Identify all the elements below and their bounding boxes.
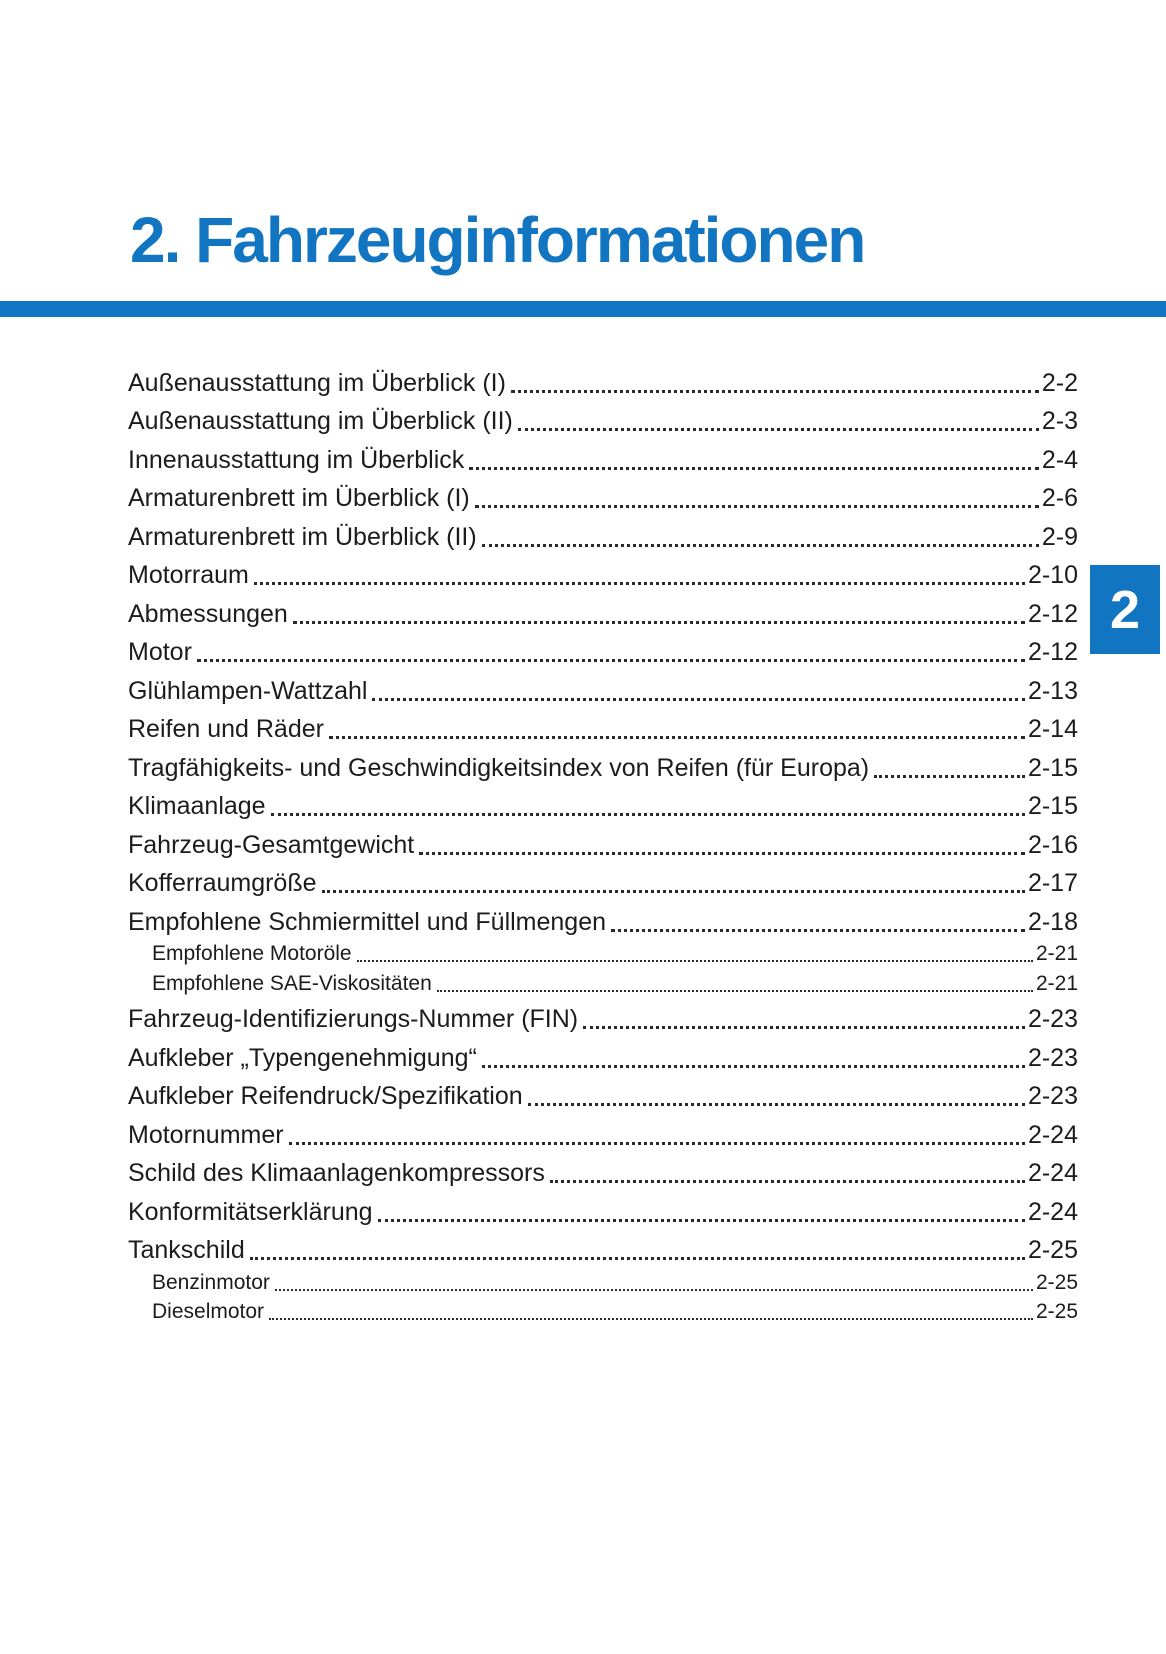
toc-entry[interactable] (128, 402, 1078, 441)
toc-entry-label: Kofferraumgröße (128, 869, 317, 897)
leader-dots (275, 1289, 1033, 1291)
toc-entry[interactable] (128, 1299, 1078, 1329)
leader-dots (372, 698, 1025, 701)
chapter-tab-number: 2 (1109, 579, 1141, 640)
toc-entry-page: 2-24 (1027, 1120, 1078, 1149)
toc-entry[interactable] (128, 1077, 1078, 1116)
toc-entry[interactable] (128, 517, 1078, 556)
leader-dots (518, 428, 1039, 431)
toc-entry-page: 2-23 (1027, 1043, 1078, 1072)
toc-entry-page: 2-15 (1027, 792, 1078, 820)
leader-dots (254, 582, 1025, 585)
leader-dots (293, 621, 1025, 624)
toc-entry-page: 2-24 (1027, 1197, 1078, 1226)
leader-dots (322, 890, 1025, 893)
toc-entry[interactable] (128, 825, 1078, 864)
toc-entry-page: 2-3 (1041, 407, 1078, 435)
toc-entry[interactable] (128, 1115, 1078, 1154)
toc-entry[interactable] (128, 1192, 1078, 1231)
leader-dots (269, 1318, 1033, 1320)
leader-dots (378, 1219, 1025, 1222)
leader-dots (583, 1026, 1025, 1029)
toc-entry-label: Glühlampen-Wattzahl (128, 676, 368, 705)
toc-entry-page: 2-4 (1041, 445, 1078, 474)
toc-entry-label: Armaturenbrett im Überblick (I) (128, 484, 470, 512)
leader-dots (250, 1257, 1025, 1260)
toc-entry[interactable] (128, 710, 1078, 749)
leader-dots (528, 1103, 1025, 1106)
toc-entry-page: 2-17 (1027, 869, 1078, 897)
toc-entry-page: 2-13 (1027, 676, 1078, 705)
table-of-contents (128, 363, 1078, 1328)
leader-dots (357, 960, 1033, 962)
toc-entry-page: 2-6 (1041, 484, 1078, 512)
toc-entry-label: Armaturenbrett im Überblick (II) (128, 522, 477, 551)
toc-entry[interactable] (128, 1000, 1078, 1039)
toc-entry[interactable] (128, 1269, 1078, 1299)
toc-entry-page: 2-21 (1035, 942, 1078, 965)
leader-dots (329, 736, 1025, 739)
toc-entry[interactable] (128, 363, 1078, 402)
toc-entry[interactable] (128, 440, 1078, 479)
toc-entry-page: 2-12 (1027, 638, 1078, 666)
toc-entry[interactable] (128, 787, 1078, 826)
toc-entry[interactable] (128, 864, 1078, 903)
toc-entry-label: Empfohlene Motoröle (152, 942, 352, 965)
toc-entry-label: Motorraum (128, 561, 249, 589)
leader-dots (289, 1142, 1025, 1145)
leader-dots (550, 1180, 1025, 1183)
leader-dots (475, 505, 1039, 508)
toc-entry-label: Tankschild (128, 1236, 245, 1264)
toc-entry-page: 2-23 (1027, 1005, 1078, 1033)
toc-entry-label: Fahrzeug-Identifizierungs-Nummer (FIN) (128, 1005, 579, 1033)
toc-entry[interactable] (128, 479, 1078, 518)
toc-entry-page: 2-16 (1027, 830, 1078, 859)
leader-dots (197, 659, 1025, 662)
toc-entry-page: 2-10 (1027, 561, 1078, 589)
leader-dots (419, 852, 1025, 855)
leader-dots (482, 1065, 1025, 1068)
leader-dots (482, 544, 1039, 547)
toc-entry-label: Benzinmotor (152, 1270, 270, 1294)
toc-entry-label: Aufkleber „Typengenehmigung“ (128, 1043, 477, 1072)
toc-entry-page: 2-23 (1027, 1082, 1078, 1110)
toc-entry-label: Außenausstattung im Überblick (I) (128, 368, 506, 397)
toc-entry-label: Klimaanlage (128, 792, 266, 820)
leader-dots (271, 813, 1025, 816)
toc-entry-page: 2-21 (1035, 971, 1078, 995)
toc-entry[interactable] (128, 1154, 1078, 1193)
chapter-title: 2. Fahrzeuginformationen (130, 204, 865, 276)
toc-entry-label: Aufkleber Reifendruck/Spezifikation (128, 1082, 523, 1110)
toc-entry-page: 2-9 (1041, 522, 1078, 551)
toc-entry[interactable] (128, 902, 1078, 941)
toc-entry-label: Motornummer (128, 1120, 284, 1149)
toc-entry-label: Innenausstattung im Überblick (128, 445, 465, 474)
toc-entry[interactable] (128, 748, 1078, 787)
leader-dots (511, 390, 1039, 393)
toc-entry[interactable] (128, 633, 1078, 672)
toc-entry-label: Schild des Klimaanlagenkompressors (128, 1159, 545, 1187)
toc-entry-label: Reifen und Räder (128, 715, 324, 743)
toc-entry-page: 2-12 (1027, 599, 1078, 628)
toc-entry-page: 2-25 (1035, 1270, 1078, 1294)
toc-entry-label: Tragfähigkeits- und Geschwindigkeitsindex von Reifen (für Europa) (128, 753, 870, 782)
chapter-tab (1090, 565, 1160, 654)
chapter-title-rule (0, 301, 1166, 317)
leader-dots (469, 467, 1039, 470)
toc-entry-page: 2-15 (1027, 753, 1078, 782)
toc-entry-label: Abmessungen (128, 599, 288, 628)
toc-entry[interactable] (128, 1231, 1078, 1270)
toc-entry[interactable] (128, 556, 1078, 595)
toc-entry-page: 2-24 (1027, 1159, 1078, 1187)
toc-entry-label: Fahrzeug-Gesamtgewicht (128, 830, 415, 859)
toc-entry[interactable] (128, 594, 1078, 633)
toc-entry[interactable] (128, 671, 1078, 710)
toc-entry-label: Außenausstattung im Überblick (II) (128, 407, 513, 435)
toc-entry-label: Dieselmotor (152, 1300, 265, 1323)
leader-dots (437, 990, 1033, 992)
toc-entry-page: 2-2 (1041, 368, 1078, 397)
toc-entry-label: Empfohlene Schmiermittel und Füllmengen (128, 907, 607, 936)
toc-entry-page: 2-14 (1027, 715, 1078, 743)
toc-entry-page: 2-25 (1035, 1300, 1078, 1323)
leader-dots (611, 929, 1025, 932)
toc-entry-label: Konformitätserklärung (128, 1197, 373, 1226)
toc-entry-page: 2-25 (1027, 1236, 1078, 1264)
toc-entry-page: 2-18 (1027, 907, 1078, 936)
toc-entry-label: Motor (128, 638, 192, 666)
toc-entry-label: Empfohlene SAE-Viskositäten (152, 971, 432, 995)
toc-entry[interactable] (128, 970, 1078, 1000)
leader-dots (874, 775, 1025, 778)
toc-entry[interactable] (128, 941, 1078, 971)
toc-entry[interactable] (128, 1038, 1078, 1077)
